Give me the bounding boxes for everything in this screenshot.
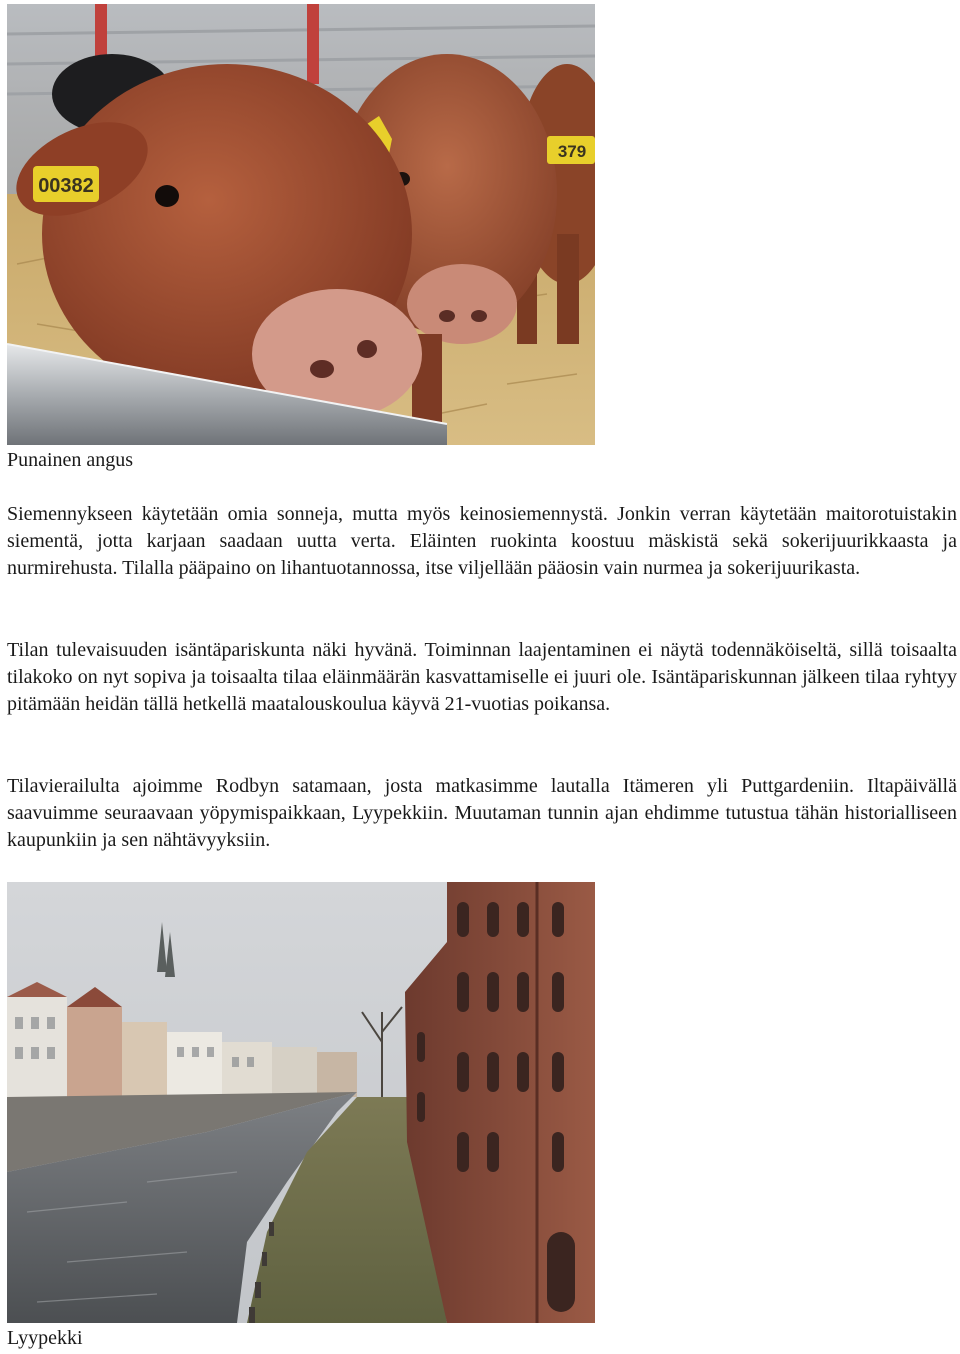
image-caption: Lyypekki [7, 1327, 83, 1349]
ear-tag-label: 00382 [38, 175, 94, 197]
body-paragraph: Tilan tulevaisuuden isäntäpariskunta näki hyvänä. Toiminnan laajentaminen ei näytä todennäköiseltä, sillä toisaalta tilakoko on nyt sopiva ja toisaalta tilaa eläinmäärän kasvattamiselle ei juuri ole. Isäntäpariskunnan jälkeen tilaa ryhtyy pitämään heidän tällä hetkellä maatalouskoulua käyvä 21-vuotias poikansa. [7, 639, 957, 715]
ear-tag-label: 379 [557, 142, 587, 161]
canal-city-photo [7, 882, 595, 1323]
image-caption: Punainen angus [7, 449, 134, 471]
cattle-photo [7, 4, 595, 445]
body-paragraph: Siemennykseen käytetään omia sonneja, mutta myös keinosiemennystä. Jonkin verran käytetään maitorotuistakin siementä, jotta karjaan saadaan uutta verta. Eläinten ruokinta koostuu mäskistä sekä sokerijuurikkaasta ja nurmirehusta. Tilalla pääpaino on lihantuotannossa, itse viljellään pääosin vain nurmea ja sokerijuurikasta. [7, 503, 957, 579]
body-paragraph: Tilavierailulta ajoimme Rodbyn satamaan, josta matkasimme lautalla Itämeren yli Puttgardeniin. Iltapäivällä saavuimme seuraavaan yöpymispaikkaan, Lyypekkiin. Muutaman tunnin ajan ehdimme tutustua tähän historialliseen kaupunkiin ja sen nähtävyyksiin. [7, 775, 957, 851]
